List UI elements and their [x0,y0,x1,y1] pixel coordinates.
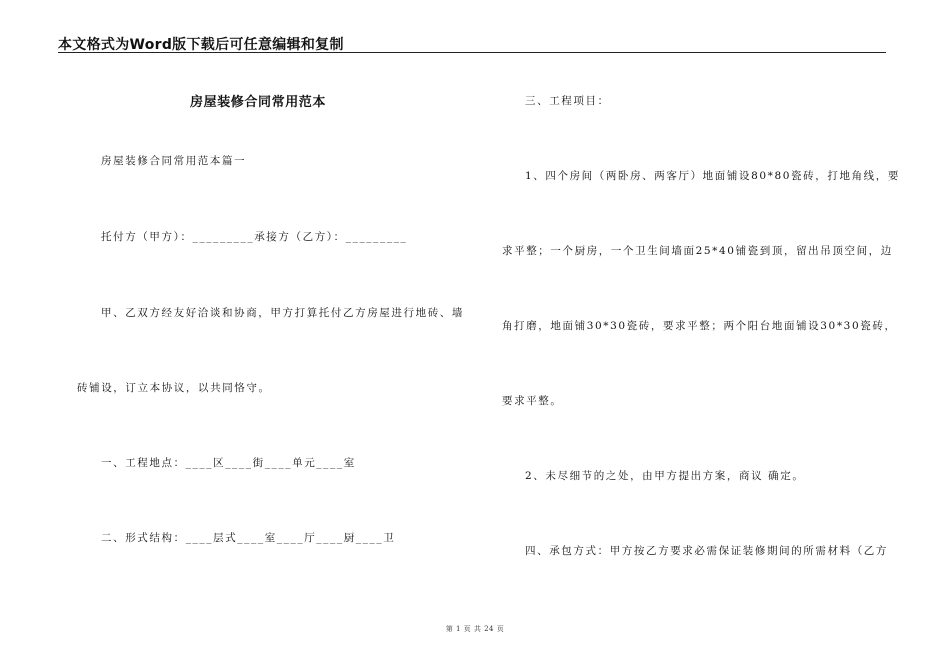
clause-contract-method: 四、承包方式：甲方按乙方要求必需保证装修期间的所需材料（乙方 [525,545,888,557]
document-header-banner: 本文格式为Word版下载后可任意编辑和复制 [58,37,344,53]
paragraph-line: 2、未尽细节的之处，由甲方提出方案，商议 确定。 [525,470,805,482]
clause-heading-projects: 三、工程项目： [525,95,610,107]
header-divider [58,52,886,53]
clause-structure: 二、形式结构：____层式____室____厅____厨____卫 [101,532,396,544]
paragraph-line: 1、四个房间（两卧房、两客厅）地面铺设80*80瓷砖，打地角线，要 [525,170,900,182]
document-title: 房屋装修合同常用范本 [190,95,327,110]
parties-line: 托付方（甲方）：_________承接方（乙方）：_________ [101,231,408,243]
section-heading: 房屋装修合同常用范本篇一 [101,155,247,167]
paragraph-line: 砖铺设，订立本协议，以共同恪守。 [77,382,271,394]
clause-location: 一、工程地点：____区____街____单元____室 [101,457,356,469]
page-indicator: 第 1 页 共 24 页 [445,625,505,633]
paragraph-line: 角打磨，地面铺30*30瓷砖，要求平整；两个阳台地面铺设30*30瓷砖， [502,320,897,332]
paragraph-line: 求平整；一个厨房，一个卫生间墙面25*40铺瓷到顶，留出吊顶空间，边 [502,245,893,257]
paragraph-line: 要求平整。 [502,395,563,407]
paragraph-line: 甲、乙双方经友好洽谈和协商，甲方打算托付乙方房屋进行地砖、墙 [101,307,464,319]
